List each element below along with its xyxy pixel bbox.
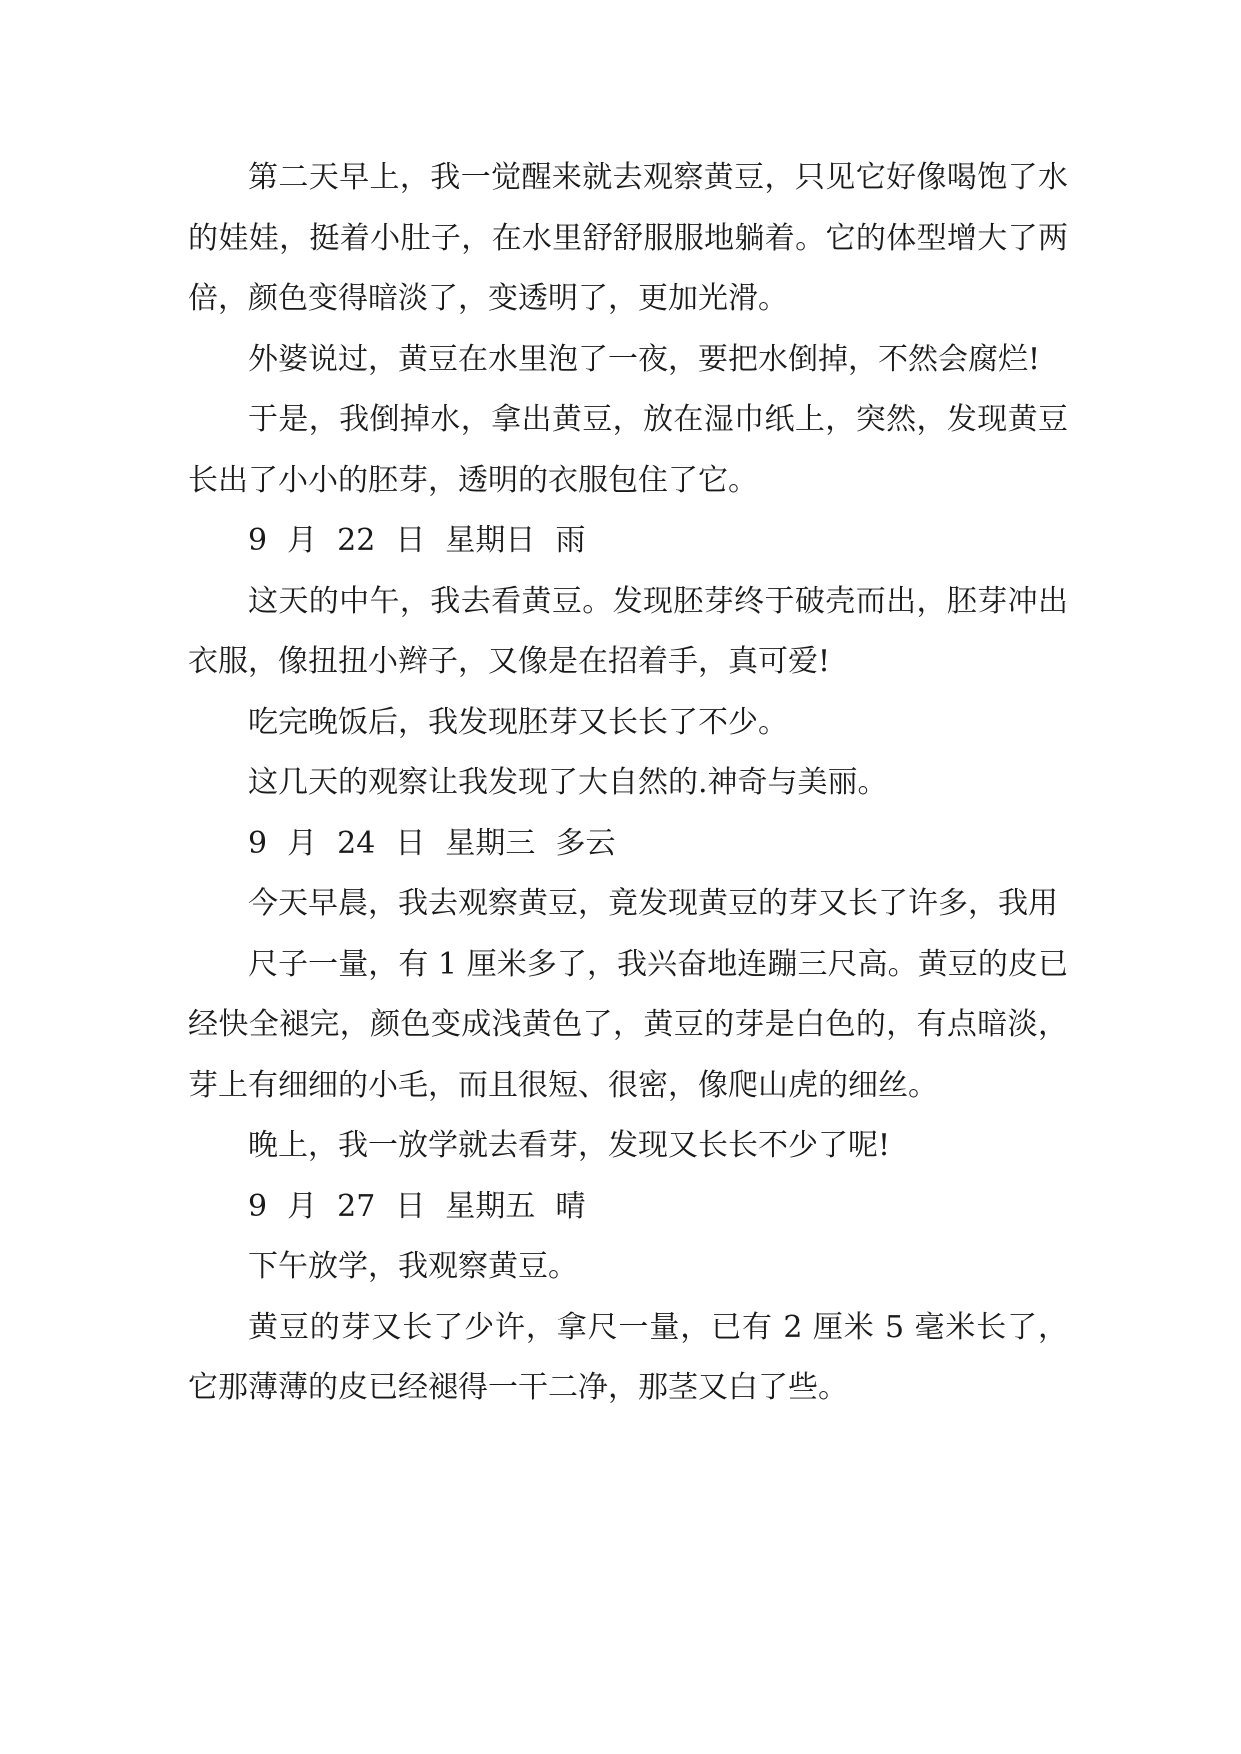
paragraph: 晚上，我一放学就去看芽，发现又长长不少了呢! [248,1128,891,1163]
diary-date-heading: 9 月 22 日 星期日 雨 [248,523,586,558]
paragraph: 吃完晚饭后，我发现胚芽又长长了不少。 [248,704,788,740]
diary-date-heading: 9 月 27 日 星期五 晴 [248,1188,586,1224]
document-body [188,148,1068,1419]
paragraph: 黄豆的芽又长了少许，拿尺一量，已有 2 厘米 5 毫米长了，它那薄薄的皮已经褪得一干二净，那茎又白了些。 [188,1309,1068,1405]
paragraph: 于是，我倒掉水，拿出黄豆，放在湿巾纸上，突然，发现黄豆长出了小小的胚芽，透明的衣服包住了它。 [188,402,1068,498]
paragraph: 这天的中午，我去看黄豆。发现胚芽终于破壳而出，胚芽冲出衣服，像扭扭小辫子，又像是在招着手，真可爱! [188,583,1068,679]
diary-date-heading: 9 月 24 日 星期三 多云 [248,825,616,861]
paragraph: 第二天早上，我一觉醒来就去观察黄豆，只见它好像喝饱了水的娃娃，挺着小肚子，在水里舒舒服服地躺着。它的体型增大了两倍，颜色变得暗淡了，变透明了，更加光滑。 [188,160,1068,316]
paragraph: 尺子一量，有 1 厘米多了，我兴奋地连蹦三尺高。黄豆的皮已经快全褪完，颜色变成浅黄色了，黄豆的芽是白色的，有点暗淡，芽上有细细的小毛，而且很短、很密，像爬山虎的细丝。 [188,946,1068,1103]
paragraph: 外婆说过，黄豆在水里泡了一夜，要把水倒掉，不然会腐烂! [248,341,1041,377]
paragraph: 下午放学，我观察黄豆。 [248,1249,578,1284]
paragraph: 这几天的观察让我发现了大自然的.神奇与美丽。 [248,765,888,800]
paragraph: 今天早晨，我去观察黄豆，竟发现黄豆的芽又长了许多，我用 [248,886,1058,921]
